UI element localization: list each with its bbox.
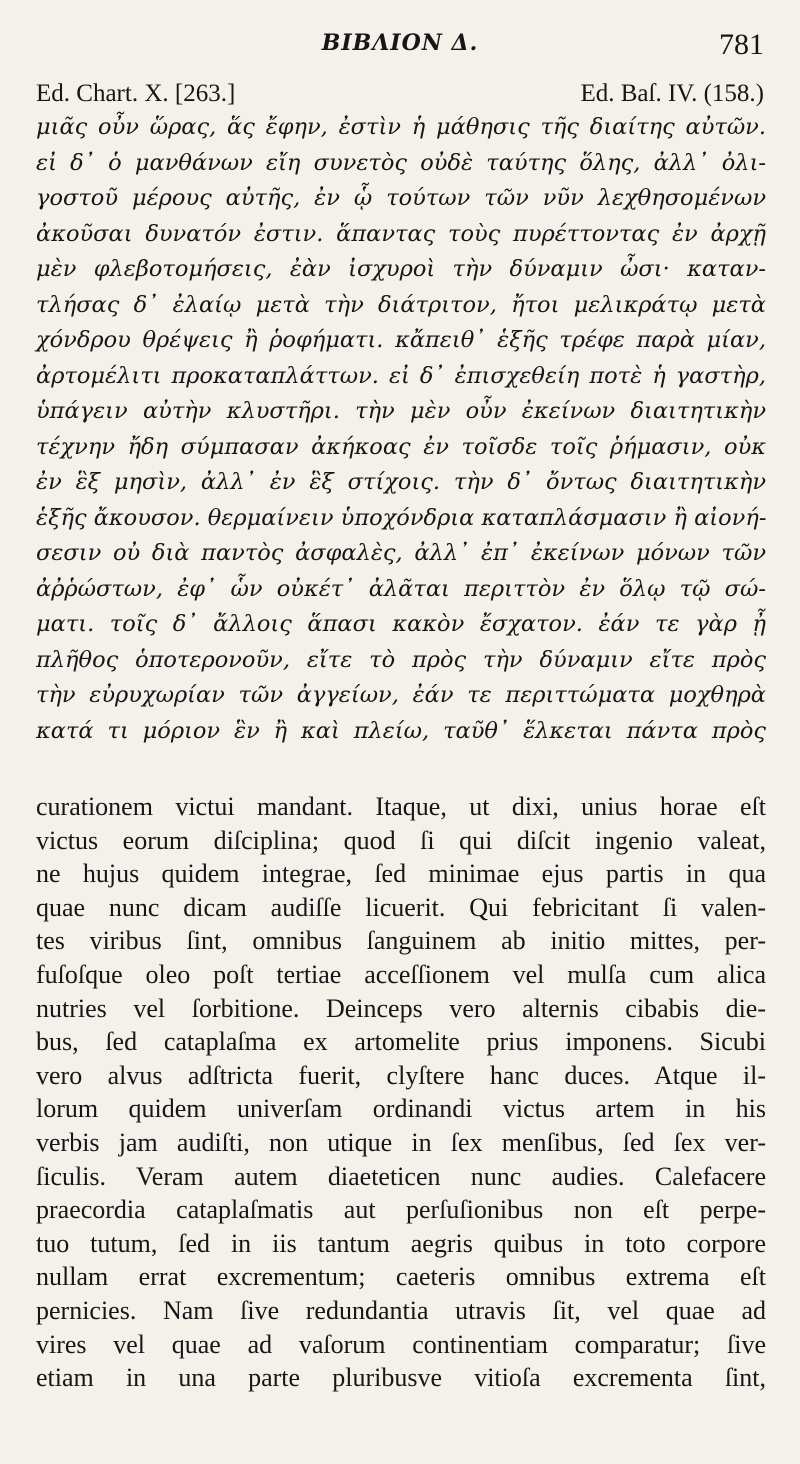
greek-line: πλῆθος ὁποτερονοῦν, εἴτε τὸ πρὸς τὴν δύναμιν εἴτε πρὸς xyxy=(36,646,766,673)
greek-line: ἀκοῦσαι δυνατόν ἐστιν. ἅπαντας τοὺς πυρέττοντας ἐν ἀρχῇ xyxy=(36,220,766,247)
greek-line: ἀῤῥώστων, ἐφ᾽ ὧν οὐκέτ᾽ ἀλᾶται περιττὸν ἐν ὅλῳ τῷ σώ- xyxy=(36,575,766,602)
latin-line: praecordia cataplaſmatis aut perſuſionibus non eſt perpe- xyxy=(36,1195,766,1225)
edition-reference-line xyxy=(36,80,764,108)
latin-line: etiam in una parte pluribusve vitioſa excrementa ſint, xyxy=(36,1363,766,1393)
greek-line: εἰ δ᾽ ὁ μανθάνων εἴη συνετὸς οὐδὲ ταύτης ὅλης, ἀλλ᾽ ὀλι- xyxy=(36,149,766,176)
latin-line: ſiculis. Veram autem diaeteticen nunc audies. Calefacere xyxy=(36,1161,766,1191)
latin-line: verbis jam audiſti, non utique in ſex menſibus, ſed ſex ver- xyxy=(36,1127,766,1157)
latin-line: victus eorum diſciplina; quod ſi qui diſcit ingenio valeat, xyxy=(36,825,766,855)
latin-line: lorum quidem univerſam ordinandi victus artem in his xyxy=(36,1094,766,1124)
latin-line: vires vel quae ad vaſorum continentiam comparatur; ſive xyxy=(36,1329,766,1359)
latin-line: nutries vel ſorbitione. Deinceps vero alternis cibabis die- xyxy=(36,993,766,1023)
greek-line: τλήσας δ᾽ ἐλαίῳ μετὰ τὴν διάτριτον, ἤτοι μελικράτῳ μετὰ xyxy=(36,291,766,318)
greek-line: σεσιν οὐ διὰ παντὸς ἀσφαλὲς, ἀλλ᾽ ἐπ᾽ ἐκείνων μόνων τῶν xyxy=(36,540,766,566)
greek-line: γοστοῦ μέρους αὐτῆς, ἐν ᾧ τούτων τῶν νῦν λεχθησομένων xyxy=(36,185,766,211)
greek-line: χόνδρου θρέψεις ἢ ῥοφήματι. κἄπειθ᾽ ἑξῆς τρέφε παρὰ μίαν, xyxy=(36,327,766,353)
latin-line: bus, ſed cataplaſma ex artomelite prius imponens. Sicubi xyxy=(36,1027,766,1057)
greek-line: ἐν ἓξ μησὶν, ἀλλ᾽ ἐν ἓξ στίχοις. τὴν δ᾽ ὄντως διαιτητικὴν xyxy=(36,469,766,495)
latin-line: quae nunc dicam audiſſe licuerit. Qui febricitant ſi valen- xyxy=(36,892,766,922)
greek-line: τὴν εὐρυχωρίαν τῶν ἀγγείων, ἐάν τε περιττώματα μοχθηρὰ xyxy=(36,682,766,708)
greek-line: ἀρτομέλιτι προκαταπλάττων. εἰ δ᾽ ἐπισχεθείη ποτὲ ἡ γαστὴρ, xyxy=(36,362,766,389)
latin-line: nullam errat excrementum; caeteris omnibus extrema eſt xyxy=(36,1262,766,1292)
greek-line: ὑπάγειν αὐτὴν κλυστῆρι. τὴν μὲν οὖν ἐκείνων διαιτητικὴν xyxy=(36,398,766,424)
latin-line: ne hujus quidem integrae, ſed minimae ejus partis in qua xyxy=(36,859,766,889)
greek-text-block xyxy=(36,110,766,749)
latin-line: vero alvus adſtricta fuerit, clyſtere hanc duces. Atque il- xyxy=(36,1060,766,1090)
greek-line: μὲν φλεβοτομήσεις, ἐὰν ἰσχυροὶ τὴν δύναμιν ὦσι· καταν- xyxy=(36,256,766,282)
greek-line: ματι. τοῖς δ᾽ ἄλλοις ἅπασι κακὸν ἔσχατον. ἐάν τε γὰρ ᾖ xyxy=(36,611,766,637)
page-number: 781 xyxy=(719,28,764,61)
greek-line: κατά τι μόριον ἓν ἢ καὶ πλείω, ταῦθ᾽ ἕλκεται πάντα πρὸς xyxy=(36,717,766,744)
greek-line: μιᾶς οὖν ὥρας, ἅς ἔφην, ἐστὶν ἡ μάθησις τῆς διαίτης αὐτῶν. xyxy=(36,114,766,140)
edition-reference-right: Ed. Baſ. IV. (158.) xyxy=(580,80,764,107)
greek-line: ἑξῆς ἄκουσον. θερμαίνειν ὑποχόνδρια καταπλάσμασιν ἢ αἰονή- xyxy=(36,504,767,531)
running-title: ΒΙΒΛΙΟΝ Δ. xyxy=(321,30,479,56)
latin-line: pernicies. Nam ſive redundantia utravis ſit, vel quae ad xyxy=(36,1295,766,1325)
latin-text-block xyxy=(36,790,766,1395)
latin-line: tes viribus ſint, omnibus ſanguinem ab initio mittes, per- xyxy=(36,926,766,956)
latin-line: curationem victui mandant. Itaque, ut dixi, unius horae eſt xyxy=(36,792,766,821)
latin-line: fuſoſque oleo poſt tertiae acceſſionem vel mulſa cum alica xyxy=(36,959,766,989)
latin-line: tuo tutum, ſed in iis tantum aegris quibus in toto corpore xyxy=(36,1228,766,1258)
edition-reference-left: Ed. Chart. X. [263.] xyxy=(36,80,236,107)
greek-line: τέχνην ἤδη σύμπασαν ἀκήκοας ἐν τοῖσδε τοῖς ῥήμασιν, οὐκ xyxy=(36,433,766,460)
